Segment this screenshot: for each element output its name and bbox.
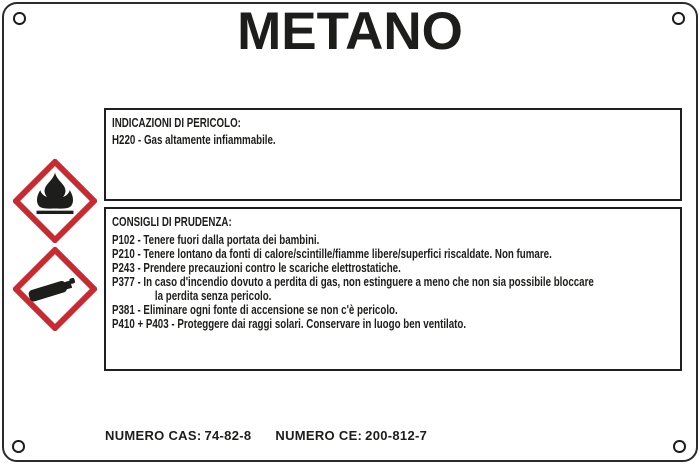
hazard-statement: H220 - Gas altamente infiammabile. — [112, 133, 276, 147]
precaution-statement: P377 - In caso d'incendio dovuto a perdita di gas, non estinguere a meno che non sia possibile bloccare — [112, 275, 594, 289]
precaution-statement: P210 - Tenere lontano da fonti di calore/scintille/fiamme libere/superfici riscaldate. Non fumare. — [112, 247, 552, 261]
ce-number-value: 200-812-7 — [365, 428, 428, 443]
hazard-box-heading: INDICAZIONI DI PERICOLO: — [112, 116, 241, 130]
cas-number-value: 74-82-8 — [204, 428, 252, 443]
precaution-statements-box — [104, 207, 682, 371]
sign-title: METANO — [237, 2, 463, 61]
hazard-statements-box — [104, 108, 682, 201]
screw-hole-bottom-right — [673, 440, 686, 453]
precaution-statements-list — [112, 233, 674, 331]
flame-icon — [13, 159, 97, 243]
screw-hole-bottom-left — [12, 440, 25, 453]
precaution-statement: P243 - Prendere precauzioni contro le scariche elettrostatiche. — [112, 261, 401, 275]
precaution-statement-continuation: la perdita senza pericolo. — [154, 289, 272, 303]
precaution-statement: P102 - Tenere fuori dalla portata dei bambini. — [112, 233, 320, 247]
registry-numbers — [105, 429, 427, 443]
precaution-statement: P410 + P403 - Proteggere dai raggi solari. Conservare in luogo ben ventilato. — [112, 317, 467, 331]
gas-cylinder-icon — [13, 247, 97, 331]
precaution-box-heading: CONSIGLI DI PRUDENZA: — [112, 215, 232, 229]
cas-number-label: NUMERO CAS: — [105, 428, 202, 443]
ce-number-label: NUMERO CE: — [275, 428, 363, 443]
precaution-statement: P381 - Eliminare ogni fonte di accensione se non c'è pericolo. — [112, 303, 398, 317]
